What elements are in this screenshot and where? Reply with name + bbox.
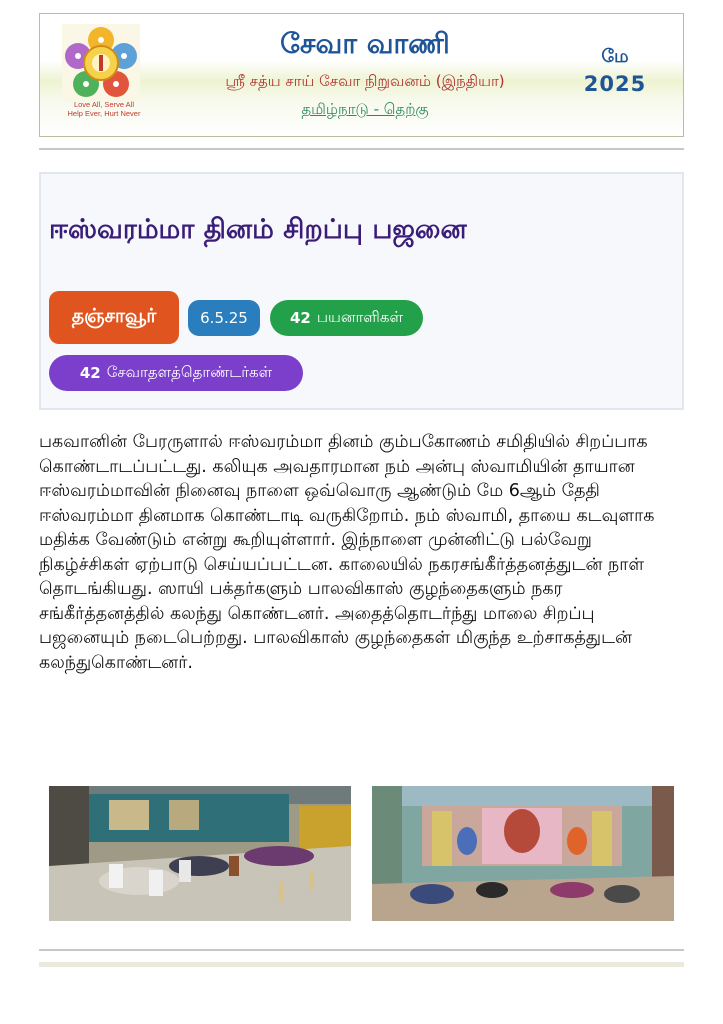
- volunteers-badge: [49, 355, 303, 391]
- date-badge: 6.5.25: [188, 300, 260, 336]
- issue-year: 2025: [583, 72, 647, 96]
- footer-divider: [39, 949, 684, 951]
- event-photo-hall: [49, 786, 351, 921]
- masthead: [175, 24, 555, 120]
- region-link[interactable]: தமிழ்நாடு - தெற்கு: [301, 100, 429, 118]
- event-card: [39, 172, 684, 410]
- newsletter-title: சேவா வாணி: [280, 27, 450, 60]
- beneficiaries-count: 42: [290, 309, 311, 327]
- place-badge: தஞ்சாவூர்: [49, 291, 179, 344]
- volunteers-label: சேவாதளத்தொண்டர்கள்: [106, 363, 273, 381]
- event-title: ஈஸ்வரம்மா தினம் சிறப்பு பஜனை: [49, 214, 467, 245]
- motto: [56, 100, 152, 118]
- motto-line-2: Help Ever, Hurt Never: [67, 109, 141, 118]
- organization-name: ஸ்ரீ சத்ய சாய் சேவா நிறுவனம் (இந்தியா): [225, 72, 505, 90]
- header-divider: [39, 148, 684, 150]
- sathya-sai-seva-logo: [62, 24, 140, 102]
- newsletter-header: [39, 13, 684, 137]
- issue-month: மே: [601, 46, 629, 67]
- event-photo-altar: [372, 786, 674, 921]
- issue-date: [575, 44, 655, 98]
- footer-band: [39, 962, 684, 967]
- volunteers-count: 42: [79, 364, 101, 382]
- beneficiaries-badge: [270, 300, 423, 336]
- article-body: பகவானின் பேரருளால் ஈஸ்வரம்மா தினம் கும்பகோணம் சமிதியில் சிறப்பாக கொண்டாடப்பட்டது. கலியுக அவதாரமான நம் அன்பு ஸ்வாமியின் தாயான ஈஸ்வரம்மாவின் நினைவு நாளை ஒவ்வொரு ஆண்டும் மே 6ஆம் தேதி ஈஸ்வரம்மா தினமாக கொண்டாடி வருகிறோம். நம் ஸ்வாமி, தாயை கடவுளாக மதிக்க வேண்டும் என்று கூறியுள்ளார். இந்நாளை முன்னிட்டு பல்வேறு நிகழ்ச்சிகள் ஏற்பாடு செய்யப்பட்டன. காலையில் நகரசங்கீர்த்தனத்துடன் நாள் தொடங்கியது. ஸாயி பக்தர்களும் பாலவிகாஸ் குழந்தைகளும் நகர சங்கீர்த்தனத்தில் கலந்து கொண்டனர். அதைத்தொடர்ந்து மாலை சிறப்பு பஜனையும் நடைபெற்றது. பாலவிகாஸ் குழந்தைகள் மிகுந்த உற்சாகத்துடன் கலந்துகொண்டனர்.: [39, 432, 655, 673]
- beneficiaries-label: பயனாளிகள்: [316, 308, 403, 326]
- motto-line-1: Love All, Serve All: [73, 100, 135, 109]
